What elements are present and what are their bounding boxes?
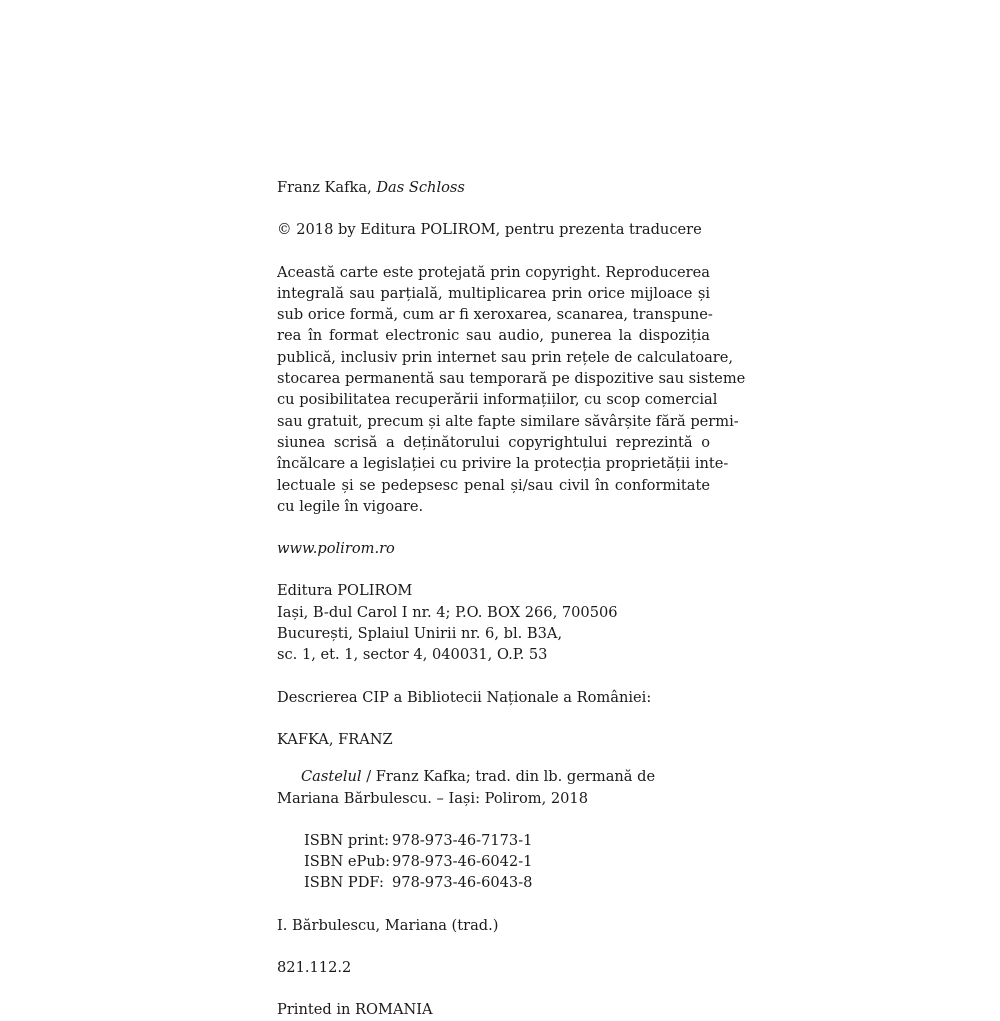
copyright-page — [277, 177, 746, 1021]
isbn-list — [277, 830, 710, 894]
publisher-name: Editura POLIROM — [277, 582, 413, 600]
copyright-notice — [277, 262, 746, 518]
address-line: Iași, B-dul Carol I nr. 4; P.O. BOX 266, 700506 — [277, 603, 618, 621]
original-title-credit — [277, 177, 710, 198]
notice-line: integrală sau parțială, multiplicarea prin orice mijloace și — [277, 284, 710, 302]
author-name: Franz Kafka, — [277, 179, 377, 196]
isbn-label: ISBN ePub: — [304, 853, 391, 871]
notice-line: rea în format electronic sau audio, punerea la dispoziția — [277, 327, 710, 345]
cip-author-heading: KAFKA, FRANZ — [277, 730, 393, 748]
website-text: www.polirom.ro — [277, 540, 395, 558]
notice-line: stocarea permanentă sau temporară pe dispozitive sau sisteme — [277, 370, 746, 388]
cip-title: Castelul — [301, 768, 362, 786]
notice-line: cu posibilitatea recuperării informațiilor, cu scop comercial — [277, 391, 718, 409]
isbn-row — [277, 872, 710, 893]
isbn-label: ISBN PDF: — [304, 874, 384, 892]
notice-line: Această carte este protejată prin copyright. Reproducerea — [277, 263, 710, 281]
notice-line: lectuale și se pedepsesc penal și/sau civil în conformitate — [277, 476, 710, 494]
original-title: Das Schloss — [376, 179, 465, 196]
notice-line: cu legile în vigoare. — [277, 497, 424, 515]
isbn-value: 978-973-46-6042-1 — [392, 853, 533, 871]
copyright-line: © 2018 by Editura POLIROM, pentru prezenta traducere — [277, 221, 702, 239]
isbn-value: 978-973-46-7173-1 — [392, 831, 533, 849]
notice-line: siunea scrisă a deținătorului copyrightului reprezintă o — [277, 433, 710, 451]
website-url — [277, 538, 710, 559]
notice-line: încălcare a legislației cu privire la protecția proprietății inte- — [277, 455, 729, 473]
notice-line: sau gratuit, precum și alte fapte similare săvârșite fără permi- — [277, 412, 739, 430]
isbn-row — [277, 851, 710, 872]
isbn-label: ISBN print: — [304, 831, 390, 849]
notice-line: sub orice formă, cum ar fi xeroxarea, scanarea, transpune- — [277, 306, 713, 324]
cip-classification: 821.112.2 — [277, 959, 352, 977]
notice-line: publică, inclusiv prin internet sau prin rețele de calculatoare, — [277, 348, 734, 366]
address-line: București, Splaiul Unirii nr. 6, bl. B3A, — [277, 625, 563, 643]
isbn-value: 978-973-46-6043-8 — [392, 874, 533, 892]
publisher-address — [277, 580, 710, 665]
cip-second-line: Mariana Bărbulescu. – Iași: Polirom, 2018 — [277, 789, 588, 807]
printed-in: Printed in ROMANIA — [277, 1001, 433, 1019]
address-line: sc. 1, et. 1, sector 4, 040031, O.P. 53 — [277, 646, 548, 664]
cip-title-rest: / Franz Kafka; trad. din lb. germană de — [361, 768, 656, 786]
isbn-row — [277, 830, 710, 851]
cip-translator: I. Bărbulescu, Mariana (trad.) — [277, 916, 499, 934]
cip-title-record — [277, 766, 710, 809]
cip-title-line — [277, 766, 710, 787]
cip-heading: Descrierea CIP a Bibliotecii Naționale a României: — [277, 688, 652, 706]
